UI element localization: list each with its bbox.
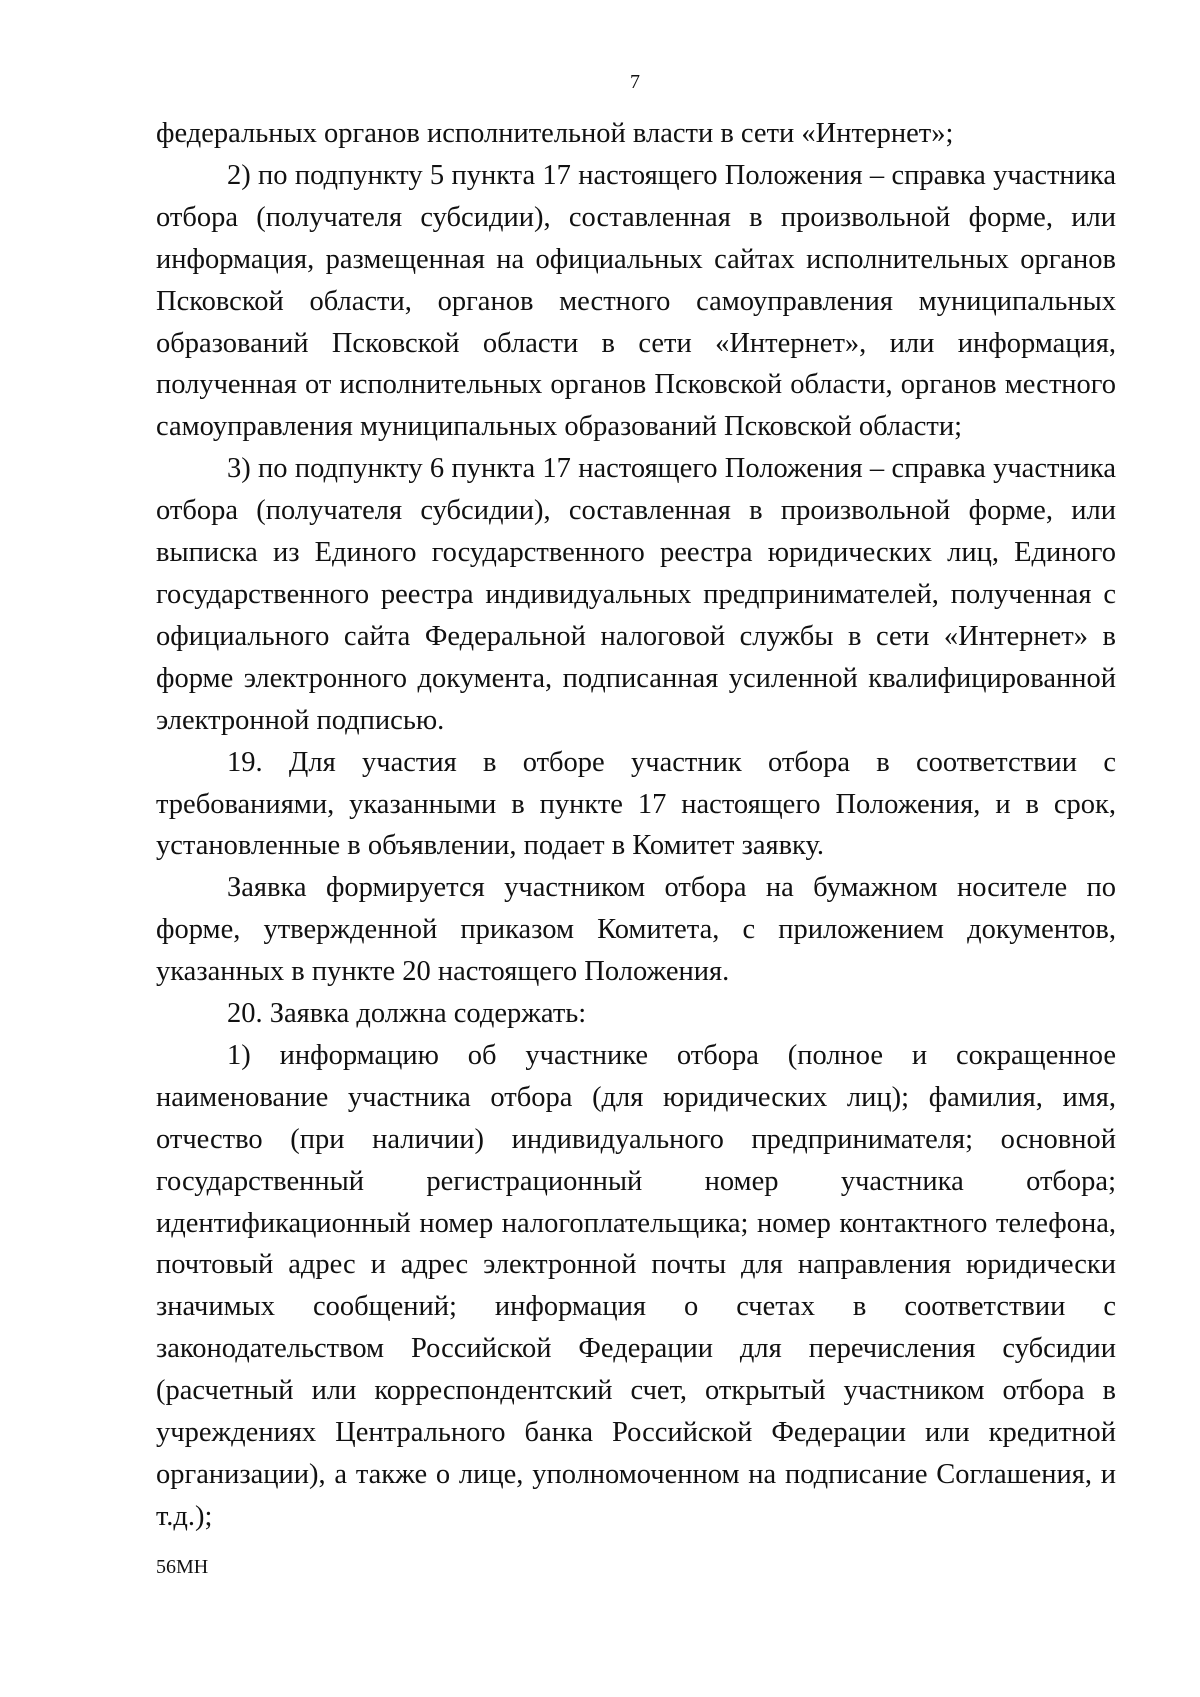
document-code: 56МН — [156, 1556, 209, 1578]
paragraph-federal-organs: федеральных органов исполнительной власти в сети «Интернет»; — [156, 118, 954, 149]
paragraph-item-19: 19. Для участия в отборе участник отбора в соответствии с требованиями, указанными в пункте 17 настоящего Положения, и в срок, установленные в объявлении, подает в Комитет заявку. — [156, 746, 1116, 862]
paragraph-application-form: Заявка формируется участником отбора на бумажном носителе по форме, утвержденной приказом Комитета, с приложением документов, указанных в пункте 20 настоящего Положения. — [156, 872, 1116, 988]
page-number: 7 — [630, 71, 640, 93]
paragraph-subitem-3: 3) по подпункту 6 пункта 17 настоящего Положения – справка участника отбора (получателя субсидии), составленная в произвольной форме, или выписка из Единого государственного реестра юридических лиц, Единого государственного реестра индивидуальных предпринимателей, полученная с официального сайта Федеральной налоговой службы в сети «Интернет» в форме электронного документа, подписанная усиленной квалифицированной электронной подписью. — [156, 453, 1116, 736]
paragraph-item-20: 20. Заявка должна содержать: — [227, 998, 587, 1030]
paragraph-subitem-2: 2) по подпункту 5 пункта 17 настоящего Положения – справка участника отбора (получателя субсидии), составленная в произвольной форме, или информация, размещенная на официальных сайтах исполнительных органов Псковской области, органов местного самоуправления муниципальных образований Псковской области в сети «Интернет», или информация, полученная от исполнительных органов Псковской области, органов местного самоуправления муниципальных образований Псковской области; — [156, 159, 1116, 443]
document-body — [156, 113, 1116, 1538]
paragraph-subitem-1: 1) информацию об участнике отбора (полное и сокращенное наименование участника отбора (для юридических лиц); фамилия, имя, отчество (при наличии) индивидуального предпринимателя; основной государственный регистрационный номер участника отбора; идентификационный номер налогоплательщика; номер контактного телефона, почтовый адрес и адрес электронной почты для направления юридически значимых сообщений; информация о счетах в соответствии с законодательством Российской Федерации для перечисления субсидии (расчетный или корреспондентский счет, открытый участником отбора в учреждениях Центрального банка Российской Федерации или кредитной организации), а также о лице, уполномоченном на подписание Соглашения, и т.д.); — [156, 1039, 1116, 1532]
